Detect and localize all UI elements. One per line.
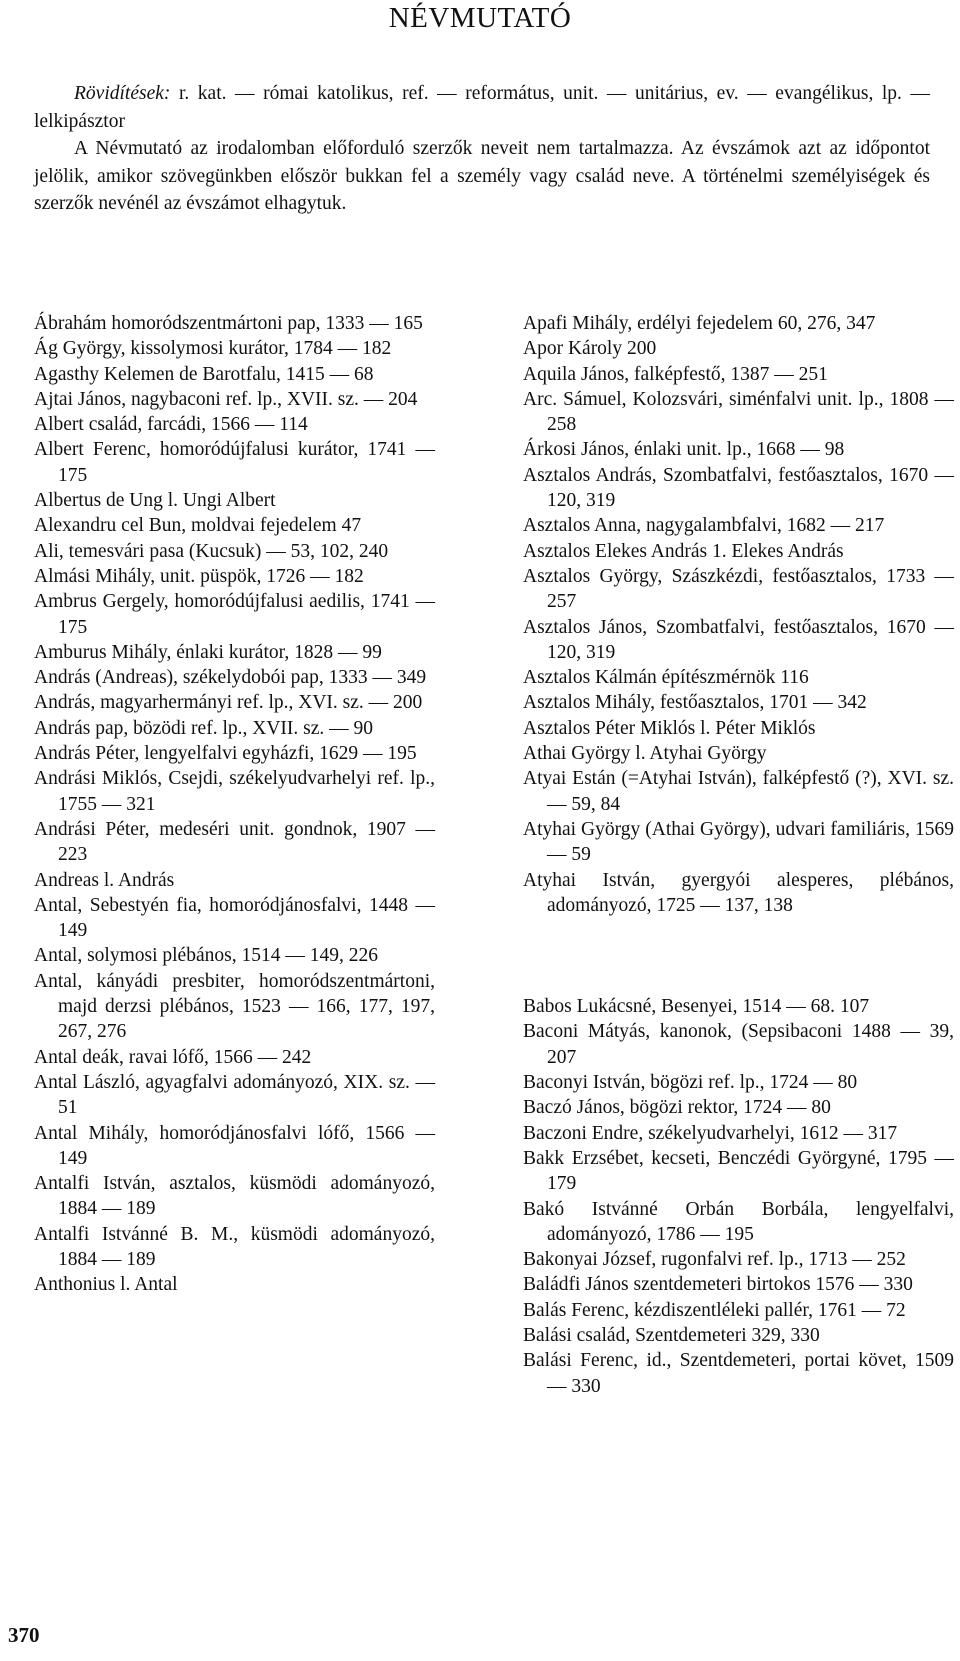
- index-entry: Asztalos Péter Miklós l. Péter Miklós: [523, 717, 816, 739]
- index-entry: Ali, temesvári pasa (Kucsuk) — 53, 102, 240: [34, 540, 389, 562]
- index-entry: Asztalos János, Szombatfalvi, festőasztalos, 1670 — 120, 319: [523, 616, 954, 663]
- index-entry: Aquila János, falképfestő, 1387 — 251: [523, 363, 828, 385]
- index-entry: Baconi Mátyás, kanonok, (Sepsibaconi 1488 — 39, 207: [523, 1021, 954, 1068]
- index-entry: Asztalos Kálmán építészmérnök 116: [523, 667, 809, 689]
- index-column-right: [523, 311, 954, 1399]
- index-entry: Albert Ferenc, homoródújfalusi kurátor, 1741 — 175: [34, 439, 435, 486]
- index-entry: Atyai Están (=Atyhai István), falképfestő (?), XVI. sz. — 59, 84: [523, 768, 954, 815]
- index-entry: Bakó Istvánné Orbán Borbála, lengyelfalvi, adományozó, 1786 — 195: [523, 1198, 954, 1245]
- index-entry: Árkosi János, énlaki unit. lp., 1668 — 98: [523, 439, 845, 461]
- index-entry: Asztalos György, Szászkézdi, festőasztalos, 1733 — 257: [523, 565, 954, 613]
- index-entry: Antalfi Istvánné B. M., küsmödi adományozó, 1884 — 189: [34, 1223, 435, 1270]
- index-entry: Asztalos András, Szombatfalvi, festőasztalos, 1670 — 120, 319: [523, 464, 954, 512]
- index-entry: Arc. Sámuel, Kolozsvári, siménfalvi unit. lp., 1808 — 258: [523, 388, 954, 436]
- index-entry: Antal Mihály, homoródjánosfalvi lófő, 1566 — 149: [34, 1122, 435, 1169]
- index-entry: Bakk Erzsébet, kecseti, Benczédi Györgyné, 1795 — 179: [523, 1147, 954, 1195]
- index-entry: András (Andreas), székelydobói pap, 1333 — 349: [34, 667, 427, 689]
- index-entry: Andreas l. András: [34, 869, 175, 891]
- index-entry: Babos Lukácsné, Besenyei, 1514 — 68. 107: [523, 996, 870, 1018]
- index-entry: Apor Károly 200: [523, 338, 657, 360]
- index-entry: Baconyi István, bögözi ref. lp., 1724 — 80: [523, 1072, 858, 1094]
- index-entry: András, magyarhermányi ref. lp., XVI. sz. — 200: [34, 692, 423, 714]
- abbreviations-paragraph: [34, 80, 930, 135]
- index-entry: András pap, bözödi ref. lp., XVII. sz. — 90: [34, 717, 374, 739]
- index-entry: Almási Mihály, unit. püspök, 1726 — 182: [34, 565, 364, 587]
- index-entry: Balási Ferenc, id., Szentdemeteri, portai követ, 1509 — 330: [523, 1350, 954, 1397]
- index-entry: Ajtai János, nagybaconi ref. lp., XVII. sz. — 204: [34, 388, 418, 410]
- index-entry: Atyhai István, gyergyói alesperes, plébános, adományozó, 1725 — 137, 138: [523, 869, 954, 916]
- letter-section-gap: [523, 918, 954, 994]
- index-entry: Baládfi János szentdemeteri birtokos 1576 — 330: [523, 1274, 913, 1296]
- index-entry: Asztalos Anna, nagygalambfalvi, 1682 — 217: [523, 515, 885, 537]
- index-entry: Agasthy Kelemen de Barotfalu, 1415 — 68: [34, 363, 374, 385]
- page-title: NÉVMUTATÓ: [388, 2, 572, 34]
- index-entry: Albertus de Ung l. Ungi Albert: [34, 490, 276, 512]
- index-entry: András Péter, lengyelfalvi egyházfi, 1629 — 195: [34, 743, 417, 765]
- intro-section: [34, 80, 930, 218]
- index-entry: Atyhai György (Athai György), udvari familiáris, 1569 — 59: [523, 818, 954, 866]
- index-entry: Anthonius l. Antal: [34, 1274, 178, 1296]
- index-entry: Albert család, farcádi, 1566 — 114: [34, 414, 308, 436]
- index-entry: Asztalos Elekes András 1. Elekes András: [523, 540, 844, 562]
- index-entry: Apafi Mihály, erdélyi fejedelem 60, 276, 347: [523, 313, 876, 334]
- index-entry: Ábrahám homoródszentmártoni pap, 1333 — 165: [34, 313, 423, 334]
- index-entry: Athai György l. Atyhai György: [523, 743, 767, 765]
- abbreviations-text: r. kat. — római katolikus, ref. — református, unit. — unitárius, ev. — evangélikus, lp. — lelkipásztor: [34, 83, 930, 132]
- index-entry: Balás Ferenc, kézdiszentléleki pallér, 1761 — 72: [523, 1299, 906, 1321]
- index-entry: Baczoni Endre, székelyudvarhelyi, 1612 — 317: [523, 1122, 898, 1144]
- index-entry: Ág György, kissolymosi kurátor, 1784 — 182: [34, 338, 392, 360]
- index-entry: Antal deák, ravai lófő, 1566 — 242: [34, 1046, 312, 1068]
- index-entry: Andrási Miklós, Csejdi, székelyudvarhelyi ref. lp., 1755 — 321: [34, 768, 435, 815]
- page-number: 370: [8, 1623, 40, 1647]
- index-entry: Antalfi István, asztalos, küsmödi adományozó, 1884 — 189: [34, 1173, 435, 1220]
- index-entry: Baczó János, bögözi rektor, 1724 — 80: [523, 1097, 831, 1119]
- index-column-left: [34, 311, 435, 1298]
- index-entry: Antal, Sebestyén fia, homoródjánosfalvi, 1448 — 149: [34, 894, 435, 942]
- index-entry: Alexandru cel Bun, moldvai fejedelem 47: [34, 515, 362, 537]
- index-entry: Ambrus Gergely, homoródújfalusi aedilis, 1741 — 175: [34, 591, 435, 638]
- index-entry: Bakonyai József, rugonfalvi ref. lp., 1713 — 252: [523, 1249, 906, 1271]
- index-note: A Névmutató az irodalomban előforduló szerzők neveit nem tartalmazza. Az évszámok azt az időpontot jelölik, amikor szövegünkben először bukkan fel a személy vagy család neve. A történelmi személyiségek és szerzők nevénél az évszámot elhagytuk.: [34, 138, 930, 214]
- index-entry: Antal, solymosi plébános, 1514 — 149, 226: [34, 945, 378, 967]
- index-entry: Andrási Péter, medeséri unit. gondnok, 1907 — 223: [34, 818, 435, 866]
- abbreviations-label: Rövidítések:: [74, 83, 171, 104]
- index-entry: Balási család, Szentdemeteri 329, 330: [523, 1324, 820, 1346]
- index-entry: Asztalos Mihály, festőasztalos, 1701 — 342: [523, 692, 867, 714]
- index-entry: Antal László, agyagfalvi adományozó, XIX. sz. — 51: [34, 1071, 435, 1119]
- index-entry: Antal, kányádi presbiter, homoródszentmártoni, majd derzsi plébános, 1523 — 166, 177, 197, 267, 276: [34, 970, 435, 1043]
- index-entry: Amburus Mihály, énlaki kurátor, 1828 — 99: [34, 641, 382, 663]
